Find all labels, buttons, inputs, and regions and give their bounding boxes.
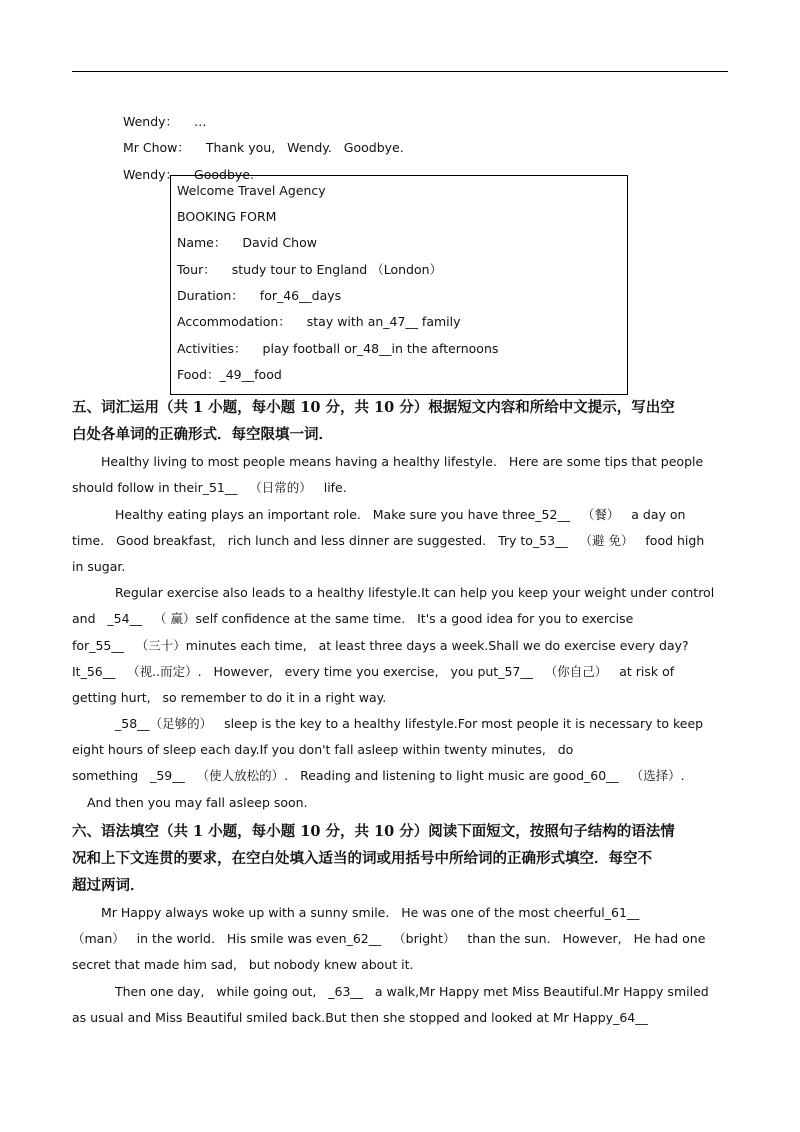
form-row <box>177 367 282 383</box>
form-value: stay with an_47__ family <box>306 314 461 329</box>
speaker: Mr Chow： <box>122 140 190 155</box>
form-label: Food： <box>177 367 220 382</box>
form-label: Tour： <box>177 262 216 277</box>
booking-form <box>170 175 628 395</box>
utterance: … <box>194 114 207 129</box>
passage-line: Regular exercise also leads to a healthy lifestyle.It can help you keep your weight under control <box>115 585 715 600</box>
form-title: BOOKING FORM <box>177 209 277 224</box>
section-heading: 白处各单词的正确形式．每空限填一词． <box>72 426 333 443</box>
passage-line: Then one day, while going out, _63__ a walk,Mr Happy met Miss Beautiful.Mr Happy smiled <box>115 984 709 999</box>
form-value: David Chow <box>242 235 317 250</box>
form-row <box>177 262 442 278</box>
passage-line: and _54__ （ 赢）self confidence at the same time. It's a good idea for you to exercise <box>72 611 634 626</box>
form-row <box>177 341 498 357</box>
passage-line: should follow in their_51__ （日常的） life. <box>72 480 347 495</box>
form-label: Duration： <box>177 288 244 303</box>
passage-line: getting hurt, so remember to do it in a right way. <box>72 690 387 705</box>
utterance: Goodbye. <box>194 167 254 182</box>
passage-line: And then you may fall asleep soon. <box>87 795 308 810</box>
passage-line: Healthy living to most people means having a healthy lifestyle. Here are some tips that people <box>101 454 704 469</box>
section-heading: 五、词汇运用（共 1 小题，每小题 10 分，共 10 分）根据短文内容和所给中文提示，写出空 <box>72 399 675 416</box>
form-value: _49__food <box>219 367 282 382</box>
passage-line: time. Good breakfast, rich lunch and less dinner are suggested. Try to_53__ （避 免） food high <box>72 533 705 548</box>
passage-line: secret that made him sad, but nobody knew about it. <box>72 957 414 972</box>
form-value: play football or_48__in the afternoons <box>262 341 499 356</box>
passage-line: for_55__ （三十）minutes each time, at least three days a week.Shall we do exercise every day? <box>72 638 689 653</box>
agency-name: Welcome Travel Agency <box>177 183 326 198</box>
speaker: Wendy： <box>122 114 179 129</box>
section-heading: 超过两词． <box>72 877 145 894</box>
passage-line: Healthy eating plays an important role. Make sure you have three_52__ （餐） a day on <box>115 507 686 522</box>
form-label: Accommodation： <box>177 314 291 329</box>
passage-line: _58__（足够的） sleep is the key to a healthy lifestyle.For most people it is necessary to keep <box>115 716 704 731</box>
form-row <box>177 235 317 251</box>
passage-line: in sugar. <box>72 559 126 574</box>
passage-line: Mr Happy always woke up with a sunny smile. He was one of the most cheerful_61__ <box>101 905 640 920</box>
passage-line: eight hours of sleep each day.If you don't fall asleep within twenty minutes, do <box>72 742 574 757</box>
header-rule <box>72 71 728 72</box>
speaker: Wendy： <box>122 167 179 182</box>
section-heading: 六、语法填空（共 1 小题，每小题 10 分，共 10 分）阅读下面短文，按照句子结构的语法情 <box>72 823 675 840</box>
passage-line: something _59__ （使人放松的）. Reading and listening to light music are good_60__ （选择）. <box>72 768 685 783</box>
form-row <box>177 288 341 304</box>
section-heading: 况和上下文连贯的要求，在空白处填入适当的词或用括号中所给词的正确形式填空．每空不 <box>72 850 652 867</box>
passage-line: It_56__ （视..而定）. However, every time you exercise, you put_57__ （你自己） at risk of <box>72 664 675 679</box>
utterance: Thank you, Wendy. Goodbye. <box>205 140 404 155</box>
form-value: study tour to England （London） <box>231 262 443 277</box>
passage-line: as usual and Miss Beautiful smiled back.But then she stopped and looked at Mr Happy_64__ <box>72 1010 648 1025</box>
form-label: Name： <box>177 235 227 250</box>
passage-line: （man） in the world. His smile was even_62__ （bright） than the sun. However, He had one <box>72 931 706 946</box>
form-value: for_46__days <box>259 288 342 303</box>
form-label: Activities： <box>177 341 247 356</box>
form-row <box>177 314 461 330</box>
